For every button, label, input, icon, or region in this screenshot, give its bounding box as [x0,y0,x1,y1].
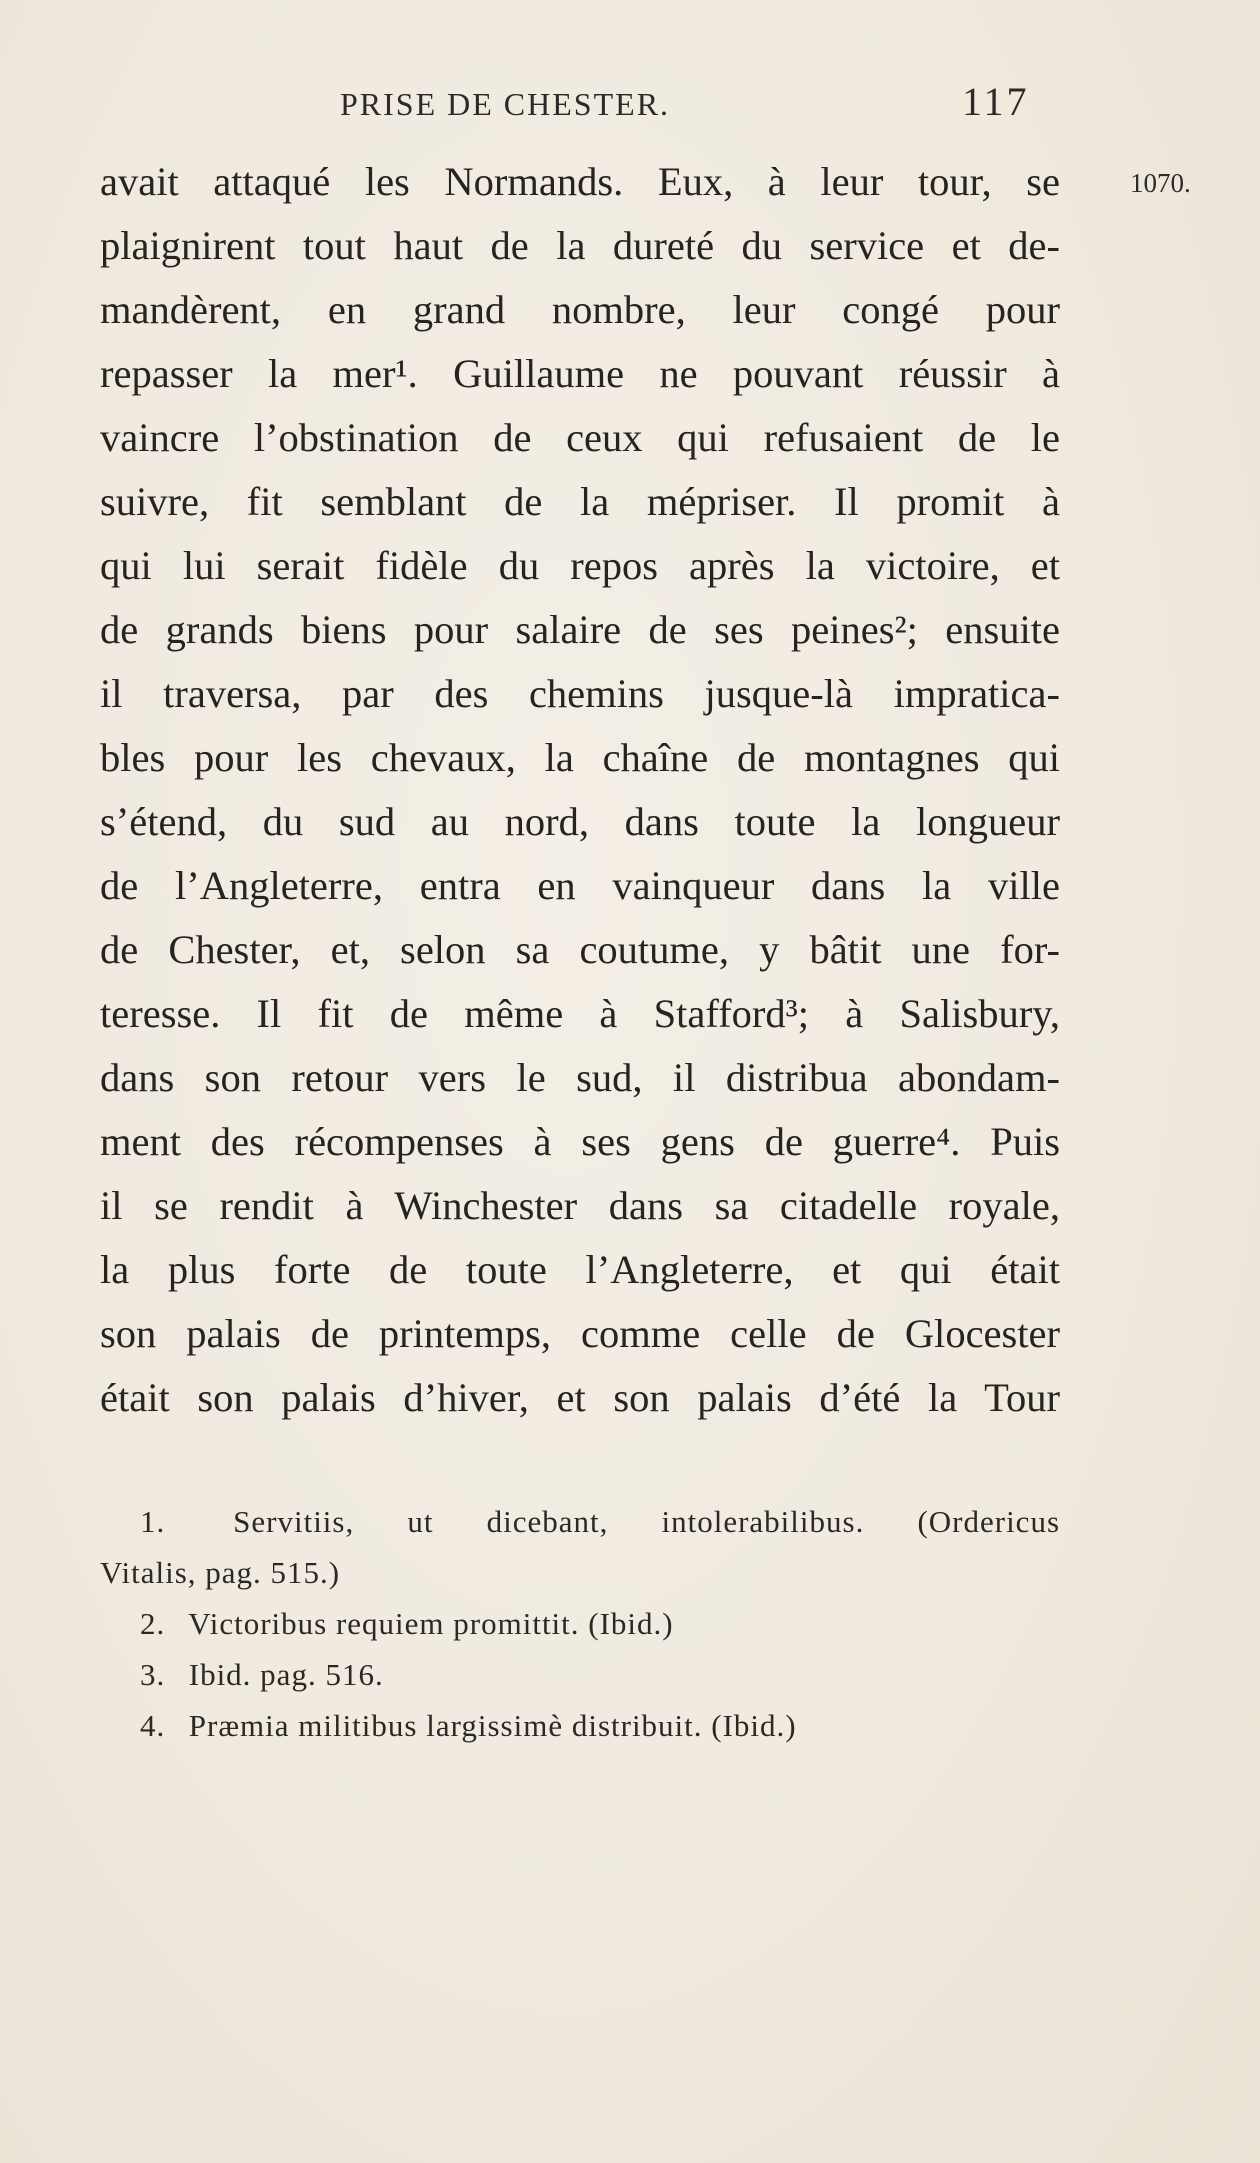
text-line: s’étend, du sud au nord, dans toute la longueur [100,799,1060,844]
footnote-text: Ibid. pag. 516. [188,1657,384,1692]
running-title: PRISE DE CHESTER. [340,86,671,122]
text-line: il traversa, par des chemins jusque-là impratica- [100,671,1060,716]
footnote-4 [100,1700,1060,1751]
footnote-number: 4. [140,1708,166,1743]
text-line: était son palais d’hiver, et son palais d’été la Tour [100,1375,1060,1420]
page-number: 117 [962,79,1030,124]
text-line: mandèrent, en grand nombre, leur congé pour [100,287,1060,332]
text-line: avait attaqué les Normands. Eux, à leur tour, se [100,159,1060,204]
footnote-text: Victoribus requiem promittit. (Ibid.) [188,1606,674,1641]
text-line: teresse. Il fit de même à Stafford³; à Salisbury, [100,991,1060,1036]
text-line: repasser la mer¹. Guillaume ne pouvant réussir à [100,351,1060,396]
text-line: suivre, fit semblant de la mépriser. Il promit à [100,479,1060,524]
footnote-number: 2. [140,1606,166,1641]
footnote-1 [100,1496,1060,1547]
text-line: qui lui serait fidèle du repos après la victoire, et [100,543,1060,588]
text-line: de grands biens pour salaire de ses peines²; ensuite [100,607,1060,652]
text-line: il se rendit à Winchester dans sa citadelle royale, [100,1183,1060,1228]
footnote-3 [100,1649,1060,1700]
text-line: bles pour les chevaux, la chaîne de montagnes qui [100,735,1060,780]
margin-year-note: 1070. [1130,168,1191,198]
text-line: de Chester, et, selon sa coutume, y bâtit une for- [100,927,1060,972]
footnote-text: Servitiis, ut dicebant, intolerabilibus. (Ordericus [233,1504,1061,1539]
footnote-2 [100,1598,1060,1649]
footnote-text: Præmia militibus largissimè distribuit. (Ibid.) [188,1708,797,1743]
footnote-number: 1. [140,1504,166,1539]
footnotes [100,1496,1060,1751]
footnote-1-continuation: Vitalis, pag. 515.) [100,1555,341,1590]
footnote-number: 3. [140,1657,166,1692]
text-line: la plus forte de toute l’Angleterre, et qui était [100,1247,1060,1292]
text-line: plaignirent tout haut de la dureté du service et de- [100,223,1060,268]
body-paragraph [100,150,1060,1430]
text-line: ment des récompenses à ses gens de guerre⁴. Puis [100,1119,1060,1164]
text-line: vaincre l’obstination de ceux qui refusaient de le [100,415,1060,460]
text-line: de l’Angleterre, entra en vainqueur dans la ville [100,863,1060,908]
text-line: dans son retour vers le sud, il distribua abondam- [100,1055,1060,1100]
text-line: son palais de printemps, comme celle de Glocester [100,1311,1060,1356]
